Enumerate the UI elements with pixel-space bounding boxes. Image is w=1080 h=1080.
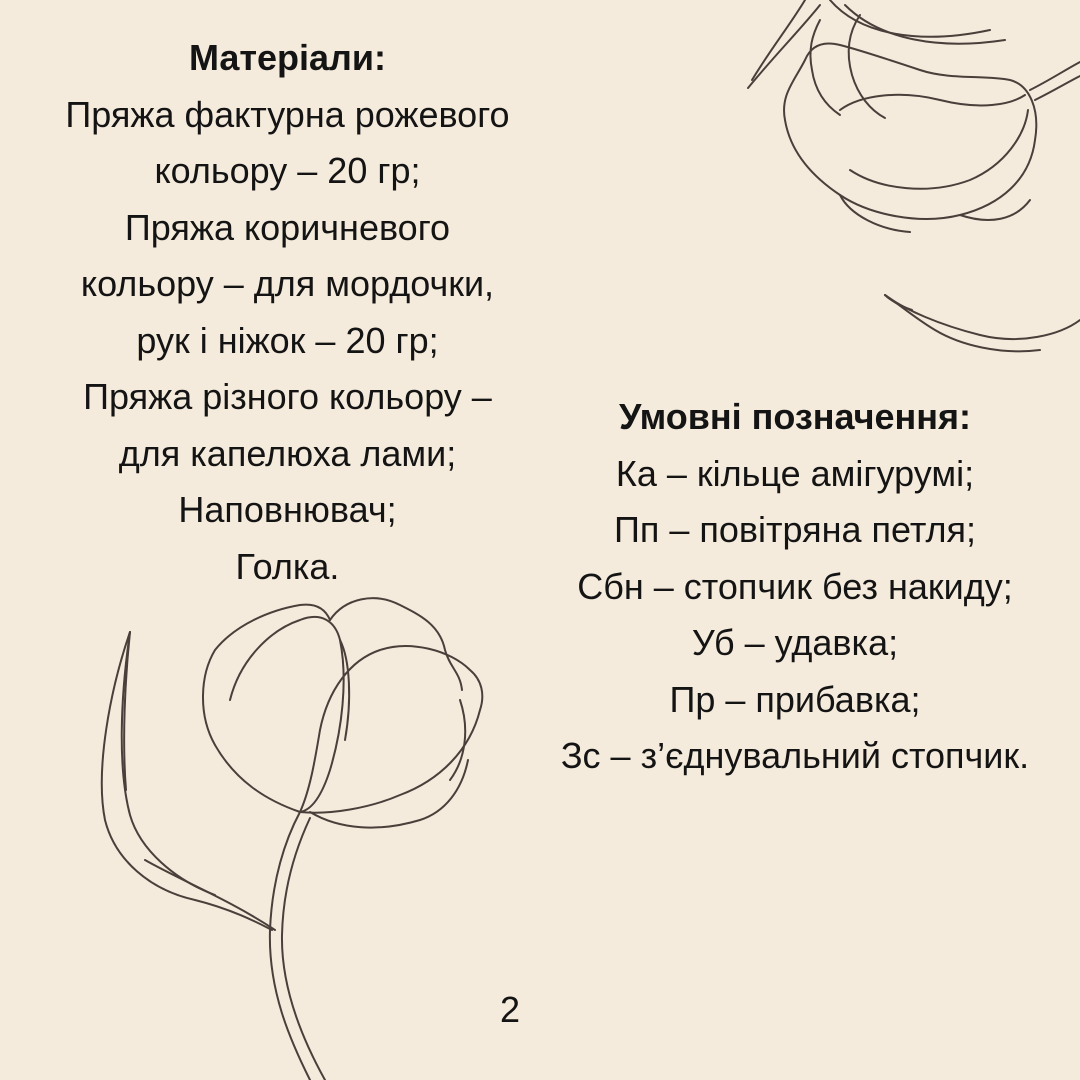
materials-title: Матеріали: (188, 37, 387, 78)
materials-line: Пряжа фактурна рожевого (65, 93, 510, 135)
materials-section (20, 30, 555, 595)
legend-line: Зс – з’єднувальний стопчик. (560, 735, 1030, 776)
legend-line: Ка – кільце амігурумі; (615, 452, 975, 494)
materials-line: Наповнювач; (178, 489, 397, 530)
materials-line: рук і ніжок – 20 гр; (136, 319, 439, 361)
materials-line: Пряжа різного кольору – (83, 376, 492, 417)
page-number: 2 (499, 989, 521, 1030)
materials-line: кольору – для мордочки, (80, 263, 495, 304)
legend-section (525, 389, 1065, 785)
materials-line: кольору – 20 гр; (154, 150, 421, 191)
legend-title: Умовні позначення: (618, 396, 972, 437)
materials-line: для капелюха лами; (118, 432, 457, 474)
legend-line: Пр – прибавка; (669, 678, 921, 720)
tulip-top-right-icon (748, 0, 1080, 351)
tulip-bottom-left-icon (102, 598, 482, 1080)
materials-line: Голка. (235, 545, 340, 587)
legend-line: Сбн – стопчик без накиду; (577, 565, 1013, 607)
materials-line: Пряжа коричневого (124, 206, 451, 248)
legend-line: Пп – повітряна петля; (613, 509, 977, 550)
legend-line: Уб – удавка; (691, 622, 899, 663)
